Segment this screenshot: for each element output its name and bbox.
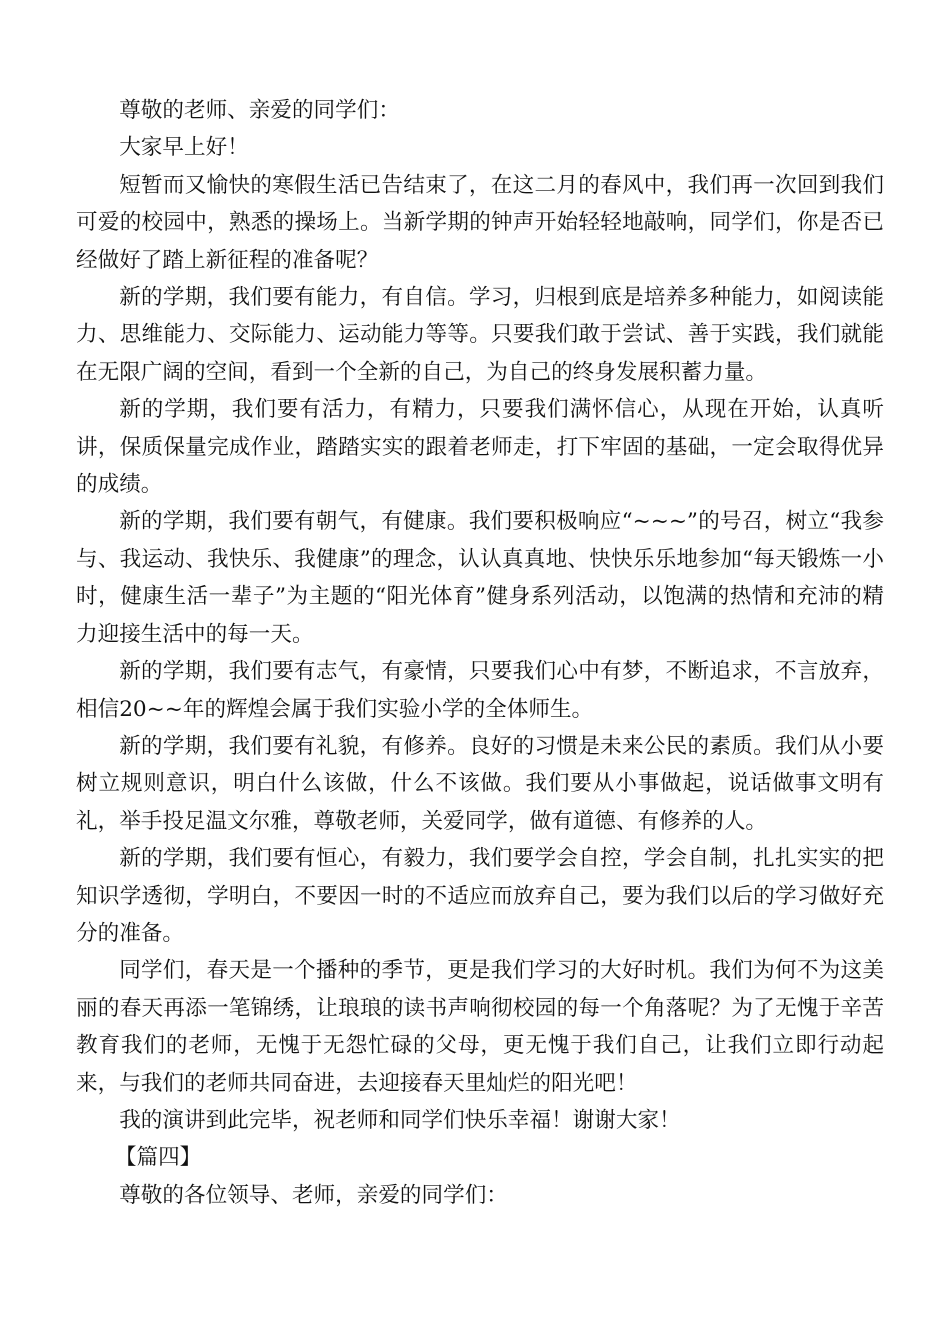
body-paragraph: 同学们，春天是一个播种的季节，更是我们学习的大好时机。我们为何不为这美丽的春天再添一笔锦绣，让琅琅的读书声响彻校园的每一个角落呢？为了无愧于辛苦教育我们的老师，无愧于无怨忙碌的父母，更无愧于我们自己，让我们立即行动起来，与我们的老师共同奋进，去迎接春天里灿烂的阳光吧！ <box>76 958 884 1096</box>
greeting: 大家早上好！ <box>119 135 249 161</box>
body-paragraph: 新的学期，我们要有朝气，有健康。我们要积极响应“~~~”的号召，树立“我参与、我运动、我快乐、我健康”的理念，认认真真地、快快乐乐地参加“每天锻炼一小时，健康生活一辈子”为主题的“阳光体育”健身系列活动，以饱满的热情和充沛的精力迎接生活中的每一天。 <box>76 509 884 647</box>
body-paragraph: 新的学期，我们要有活力，有精力，只要我们满怀信心，从现在开始，认真听讲，保质保量完成作业，踏踏实实的跟着老师走，打下牢固的基础，一定会取得优异的成绩。 <box>76 397 884 498</box>
salutation: 尊敬的各位领导、老师，亲爱的同学们： <box>119 1182 508 1208</box>
section-heading: 【篇四】 <box>114 1145 202 1171</box>
body-paragraph: 短暂而又愉快的寒假生活已告结束了，在这二月的春风中，我们再一次回到我们可爱的校园中，熟悉的操场上。当新学期的钟声开始轻轻地敲响，同学们，你是否已经做好了踏上新征程的准备呢？ <box>76 172 884 273</box>
body-paragraph: 新的学期，我们要有恒心，有毅力，我们要学会自控，学会自制，扎扎实实的把知识学透彻，学明白，不要因一时的不适应而放弃自己，要为我们以后的学习做好充分的准备。 <box>76 846 884 946</box>
document-body <box>76 92 884 1214</box>
closing-paragraph: 我的演讲到此完毕，祝老师和同学们快乐幸福！谢谢大家！ <box>119 1107 681 1133</box>
salutation: 尊敬的老师、亲爱的同学们： <box>119 98 400 123</box>
body-paragraph: 新的学期，我们要有志气，有豪情，只要我们心中有梦，不断追求，不言放弃，相信20~~年的辉煌会属于我们实验小学的全体师生。 <box>76 659 884 722</box>
body-paragraph: 新的学期，我们要有能力，有自信。学习，归根到底是培养多种能力，如阅读能力、思维能力、交际能力、运动能力等等。只要我们敢于尝试、善于实践，我们就能在无限广阔的空间，看到一个全新的自己，为自己的终身发展积蓄力量。 <box>76 285 884 385</box>
body-paragraph: 新的学期，我们要有礼貌，有修养。良好的习惯是未来公民的素质。我们从小要树立规则意识，明白什么该做，什么不该做。我们要从小事做起，说话做事文明有礼，举手投足温文尔雅，尊敬老师，关爱同学，做有道德、有修养的人。 <box>76 733 884 834</box>
